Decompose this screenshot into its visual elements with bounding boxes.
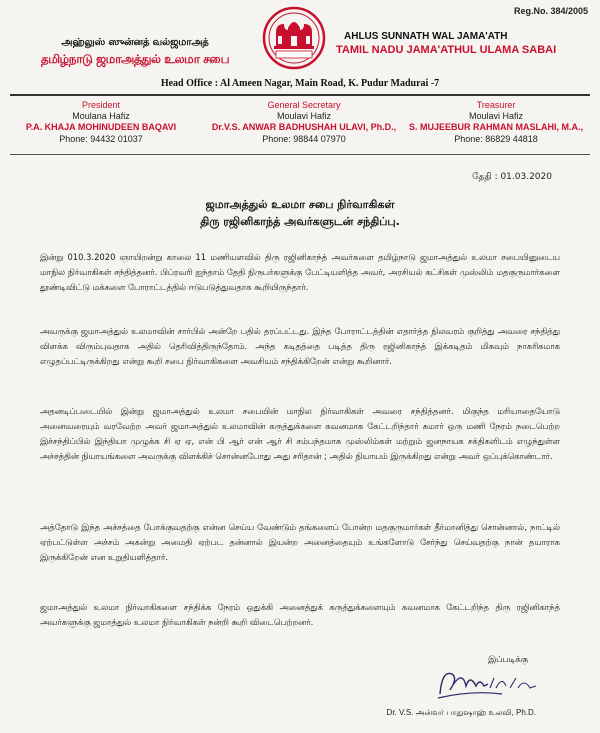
body-paragraph: அத்தோடு இந்த அச்சத்தை போக்குவதற்கு என்ன செய்ய வேண்டும் தங்களைப் போன்ற மதகுருமார்கள் தீர்மானித்து சொன்னால், நாட்டில் ஏற்பட்டுள்ள அச்சம் அகன்று அமைதி ஏற்பட தன்னால் இயன்ற அனைத்தையும் உங்களோடு சேர்ந்து செய்வதற்கு நான் தயாராக இருக்கிறேன் என உறுதியளித்தார். — [40, 522, 560, 562]
official-role: General Secretary — [267, 100, 341, 110]
english-org-title — [336, 31, 596, 56]
tamil-org-title — [20, 37, 250, 68]
letter-date: தேதி : 01.03.2020 — [472, 172, 552, 182]
english-title-line1: AHLUS SUNNATH WAL JAMA'ATH — [344, 31, 508, 42]
official-name: P.A. KHAJA MOHINUDEEN BAQAVI — [25, 122, 177, 132]
organization-logo-icon — [262, 6, 326, 70]
english-title-line2: TAMIL NADU JAMA'ATHUL ULAMA SABAI — [336, 44, 557, 56]
official-phone: Phone: 98844 07970 — [262, 134, 346, 144]
tamil-title-line2: தமிழ்நாடு ஜமாஅத்துல் உலமா சபை — [40, 52, 230, 66]
registration-number: Reg.No. 384/2005 — [513, 6, 588, 16]
subject-line2: திரு ரஜினிகாந்த் அவர்களுடன் சந்திப்பு. — [200, 215, 400, 228]
official-president — [6, 100, 196, 144]
subject-line1: ஜமாஅத்துல் உலமா சபை நிர்வாகிகள் — [205, 198, 395, 211]
official-name: Dr.V.S. ANWAR BADHUSHAH ULAVI, Ph.D., — [211, 122, 397, 132]
body-paragraph: ஜமாஅத்துல் உலமா நிர்வாகிகளை சந்திக்க நேரம் ஒதுக்கி அனைத்துக் கருத்துக்களையும் கவனமாக கேட்டறிந்த திரு ரஜினிகாந்த் அவர்களுக்கு ஜமாத்துல் உலமா நிர்வாகிகள் நன்றி கூறி விடைபெற்றனர். — [40, 602, 560, 627]
official-honorific: Moulavi Hafiz — [468, 111, 524, 121]
official-role: Treasurer — [476, 100, 516, 110]
official-phone: Phone: 94432 01037 — [59, 134, 143, 144]
body-paragraph: அவருக்கு ஜமாஅத்துல் உலமாவின் சார்பில் அன்றே பதில் தரப்பட்டது. இந்த போராட்டத்தின் எதார்த்த நிலவரம் குறித்து அவரை சந்தித்து விளக்க விரும்புவதாக அதில் தெரிவித்திருந்தோம். அந்த கடிதத்தை படித்த திரு ரஜினிகாந்த் இக்கடிதம் மிகவும் நாகரிகமாக எழுதப்பட்டிருக்கிறது என்று கூறி சபை நிர்வாகிகளை அவசியம் சந்திக்கிறேன் என்று கூறினார். — [40, 326, 560, 366]
official-honorific: Moulavi Hafiz — [276, 111, 332, 121]
official-role: President — [81, 100, 121, 110]
body-paragraph: அதனடிப்படையில் இன்று ஜமாஅத்துல் உலமா சபையின் மாநில நிர்வாகிகள் அவரை சந்தித்தனர். மிகுந்த மரியாதையோடு அனைவரையும் வரவேற்ற அவர் ஜமாஅத்துல் உலமாவின் கருத்துக்களை கவனமாக கேட்டறிந்தார் சுமார் ஒரு மணி நேரம் நடைபெற்ற இச்சந்திப்பில் இந்தியா முழுக்க சி ஏ ஏ, என் பி ஆர் என் ஆர் சி சம்பந்தமாக முஸ்லிம்கள் மற்றும் ஜனநாயக சக்திகளிடம் எழுந்துள்ள அச்சத்தின் நியாயங்களை அவருக்கு விளக்கிச் சொன்னபோது அது சரிதான் ; அதில் நியாயம் இருக்கிறது என்று அவர் ஒப்புக்கொண்டார். — [40, 406, 560, 461]
official-phone: Phone: 86829 44818 — [454, 134, 538, 144]
handwritten-signature — [432, 664, 542, 706]
officials-divider — [10, 154, 590, 155]
letter-subject — [0, 196, 600, 230]
body-paragraph: இன்று 010.3.2020 ஞாயிறன்று காலை 11 மணியளவில் திரு ரஜினிகாந்த் அவர்களை தமிழ்நாடு ஜமாஅத்துல் உலமா சபையினுடைய மாநில நிர்வாகிகள் சந்தித்தனர். பிப்ரவரி ஐந்தாம் தேதி நிருபர்களுக்கு பேட்டியளித்த அவர், அரசியல் கட்சிகள் முஸ்லிம் மதகுருமார்களை தூண்டிவிட்டு மக்களை போராட்டத்தில் ஈடுபடுத்துவதாக கூறியிருந்தார். — [40, 252, 560, 292]
signatory-name: Dr. V.S. அன்வர் பாதுஷாஹ் உலவி, Ph.D. — [386, 708, 536, 717]
head-office-address: Head Office : Al Ameen Nagar, Main Road, K. Pudur Madurai -7 — [160, 78, 440, 89]
official-name: S. MUJEEBUR RAHMAN MASLAHI, M.A., — [408, 122, 583, 132]
official-treasurer — [396, 100, 596, 144]
tamil-title-line1: அஹ்லுஸ் ஸுன்னத் வல்ஜமாஅத் — [61, 37, 209, 48]
official-honorific: Moulana Hafiz — [72, 111, 130, 121]
closing-phrase: இப்படிக்கு — [488, 654, 529, 664]
official-general-secretary — [204, 100, 404, 144]
header-divider — [10, 94, 590, 96]
